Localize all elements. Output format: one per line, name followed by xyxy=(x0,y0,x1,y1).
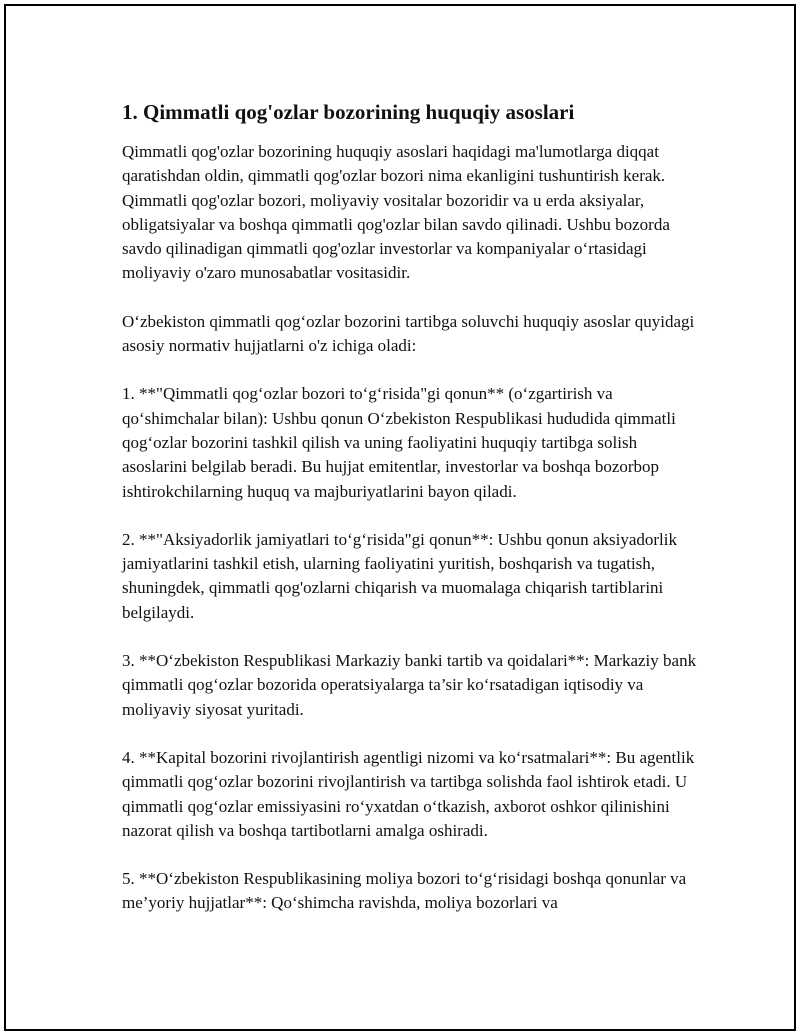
document-body xyxy=(122,98,702,940)
list-item-5: 5. **O‘zbekiston Respublikasining moliya bozori to‘g‘risidagi boshqa qonunlar va me’yoriy hujjatlar**: Qo‘shimcha ravishda, moliya bozorlari va xyxy=(122,869,687,913)
list-item-3: 3. **O‘zbekiston Respublikasi Markaziy banki tartib va qoidalari**: Markaziy bank qimmatli qog‘ozlar bozorida operatsiyalarga ta’sir ko‘rsatadigan iqtisodiy va moliyaviy siyosat yuritadi. xyxy=(122,651,697,719)
intro-paragraph: Qimmatli qog'ozlar bozorining huquqiy asoslari haqidagi ma'lumotlarga diqqat qaratishdan oldin, qimmatli qog'ozlar bozori nima ekanligini tushuntirish kerak. Qimmatli qog'ozlar bozori, moliyaviy vositalar bozoridir va u erda aksiyalar, obligatsiyalar va boshqa qimmatli qog'ozlar bilan savdo qilinadi. Ushbu bozorda savdo qilinadigan qimmatli qog'ozlar investorlar va kompaniyalar o‘rtasidagi moliyaviy o'zaro munosabatlar vositasidir. xyxy=(122,142,670,283)
page-border xyxy=(4,4,796,1031)
list-item-2: 2. **"Aksiyadorlik jamiyatlari to‘g‘risida"gi qonun**: Ushbu qonun aksiyadorlik jamiyatlarini tashkil etish, ularning faoliyatini yuritish, boshqarish va tugatish, shuningdek, qimmatli qog'ozlarni chiqarish va muomalaga chiqarish tartiblarini belgilaydi. xyxy=(122,529,677,622)
section-heading: 1. Qimmatli qog'ozlar bozorining huquqiy asoslari xyxy=(122,100,575,124)
legal-basis-paragraph: O‘zbekiston qimmatli qog‘ozlar bozorini tartibga soluvchi huquqiy asoslar quyidagi asosiy normativ hujjatlarni o'z ichiga oladi: xyxy=(122,311,695,356)
list-item-1: 1. **"Qimmatli qog‘ozlar bozori to‘g‘risida"gi qonun** (o‘zgartirish va qo‘shimchalar bilan): Ushbu qonun O‘zbekiston Respublikasi hududida qimmatli qog‘ozlar bozorini tashkil qilish va uning faoliyatini huquqiy tartibga solish asoslarini belgilab beradi. Bu hujjat emitentlar, investorlar va boshqa bozorbop ishtirokchilarning huquq va majburiyatlarini bayon qiladi. xyxy=(122,384,676,501)
list-item-4: 4. **Kapital bozorini rivojlantirish agentligi nizomi va ko‘rsatmalari**: Bu agentlik qimmatli qog‘ozlar bozorini rivojlantirish va tartibga solishda faol ishtirok etadi. U qimmatli qog‘ozlar emissiyasini ro‘yxatdan o‘tkazish, axborot oshkor qilinishini nazorat qilish va boshqa tartibotlarni amalga oshiradi. xyxy=(122,747,695,840)
